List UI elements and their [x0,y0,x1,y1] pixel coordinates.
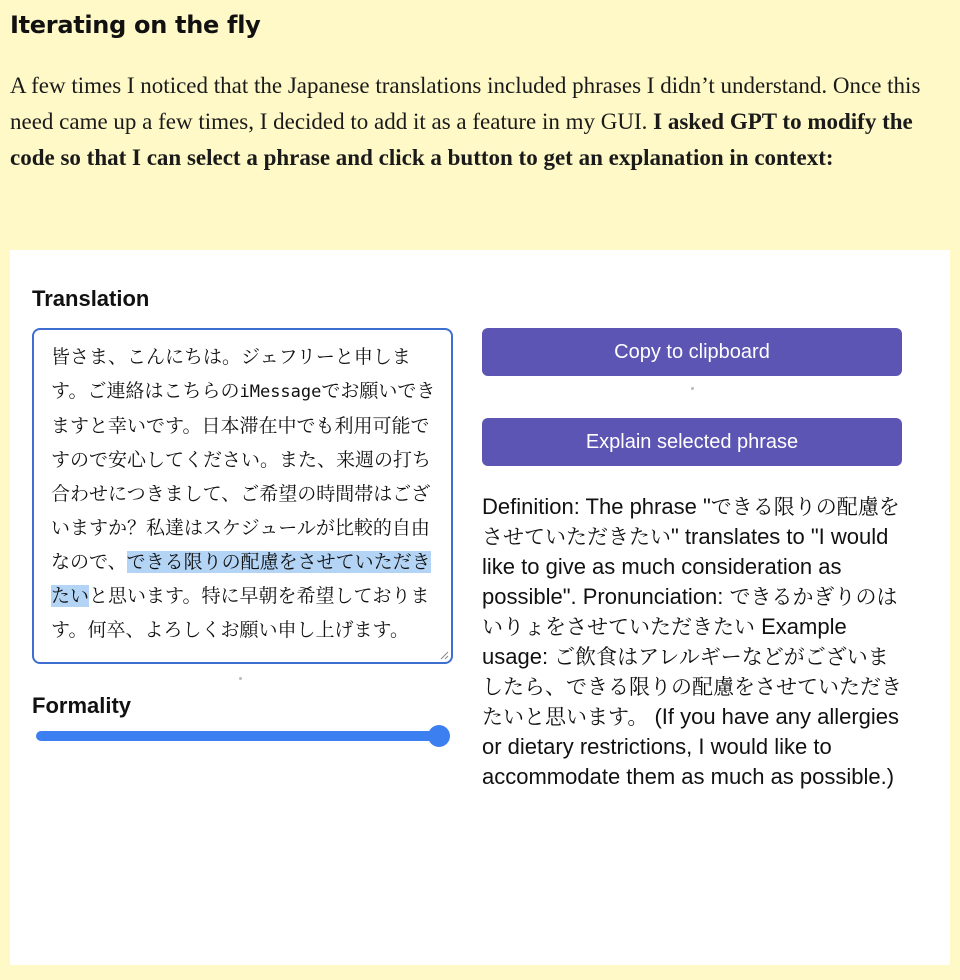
formality-slider-track[interactable] [36,731,439,741]
example-usage-prefix: Example usage: [482,614,847,669]
divider-dot [691,387,694,390]
definition-phrase: できる限りの配慮をさせていただきたい [482,495,900,549]
translation-text-imessage: iMessage [239,382,322,402]
divider-dot [239,677,242,680]
translation-text-part2: でお願いできますと幸いです。日本滞在中でも利用可能ですので安心してください。また、来週の打ち合わせにつきまして、ご希望の時間帯はございますか？私達はスケジュールが比較的自由なので、 [51,380,436,573]
translation-label: Translation [32,286,150,311]
intro-bold-text: I asked GPT to modify the code so that I can select a phrase and click a button to get an explanation in context: [10,109,913,170]
translation-text-part1: 皆さま、こんにちは。ジェフリーと申します。ご連絡はこちらの [51,346,411,402]
selected-phrase[interactable]: できる限りの配慮をさせていただきたい [51,551,431,607]
pronunciation-text: できるかぎりのはいりょをさせていただきたい [482,585,898,639]
formality-slider[interactable] [32,724,450,748]
section-heading: Iterating on the fly [10,11,261,39]
intro-text: A few times I noticed that the Japanese translations included phrases I didn’t understand. Once this need came up a few times, I decided to add it as a feature in my GUI. [10,73,921,134]
intro-paragraph [10,68,945,176]
formality-label: Formality [32,693,132,718]
explanation-output [482,492,907,792]
translation-textarea[interactable] [32,328,453,664]
formality-slider-thumb[interactable] [428,725,450,747]
resize-grip-icon[interactable] [439,650,449,660]
explain-selected-phrase-button[interactable]: Explain selected phrase [482,418,902,466]
example-usage-translation: (If you have any allergies or dietary restrictions, I would like to accommodate them as much as possible.) [482,704,900,789]
translation-text-part3: と思います。特に早朝を希望しております。何卒、よろしくお願い申し上げます。 [51,585,430,641]
definition-suffix: " translates to "I would like to give as much consideration as possible". [482,524,889,609]
definition-prefix: Definition: The phrase " [482,494,711,519]
pronunciation-prefix: Pronunciation: [576,584,730,609]
example-usage-text: ご飲食はアレルギーなどがございましたら、できる限りの配慮をさせていただきたいと思います。 [482,645,902,729]
app-panel [10,250,950,965]
copy-to-clipboard-button[interactable]: Copy to clipboard [482,328,902,376]
